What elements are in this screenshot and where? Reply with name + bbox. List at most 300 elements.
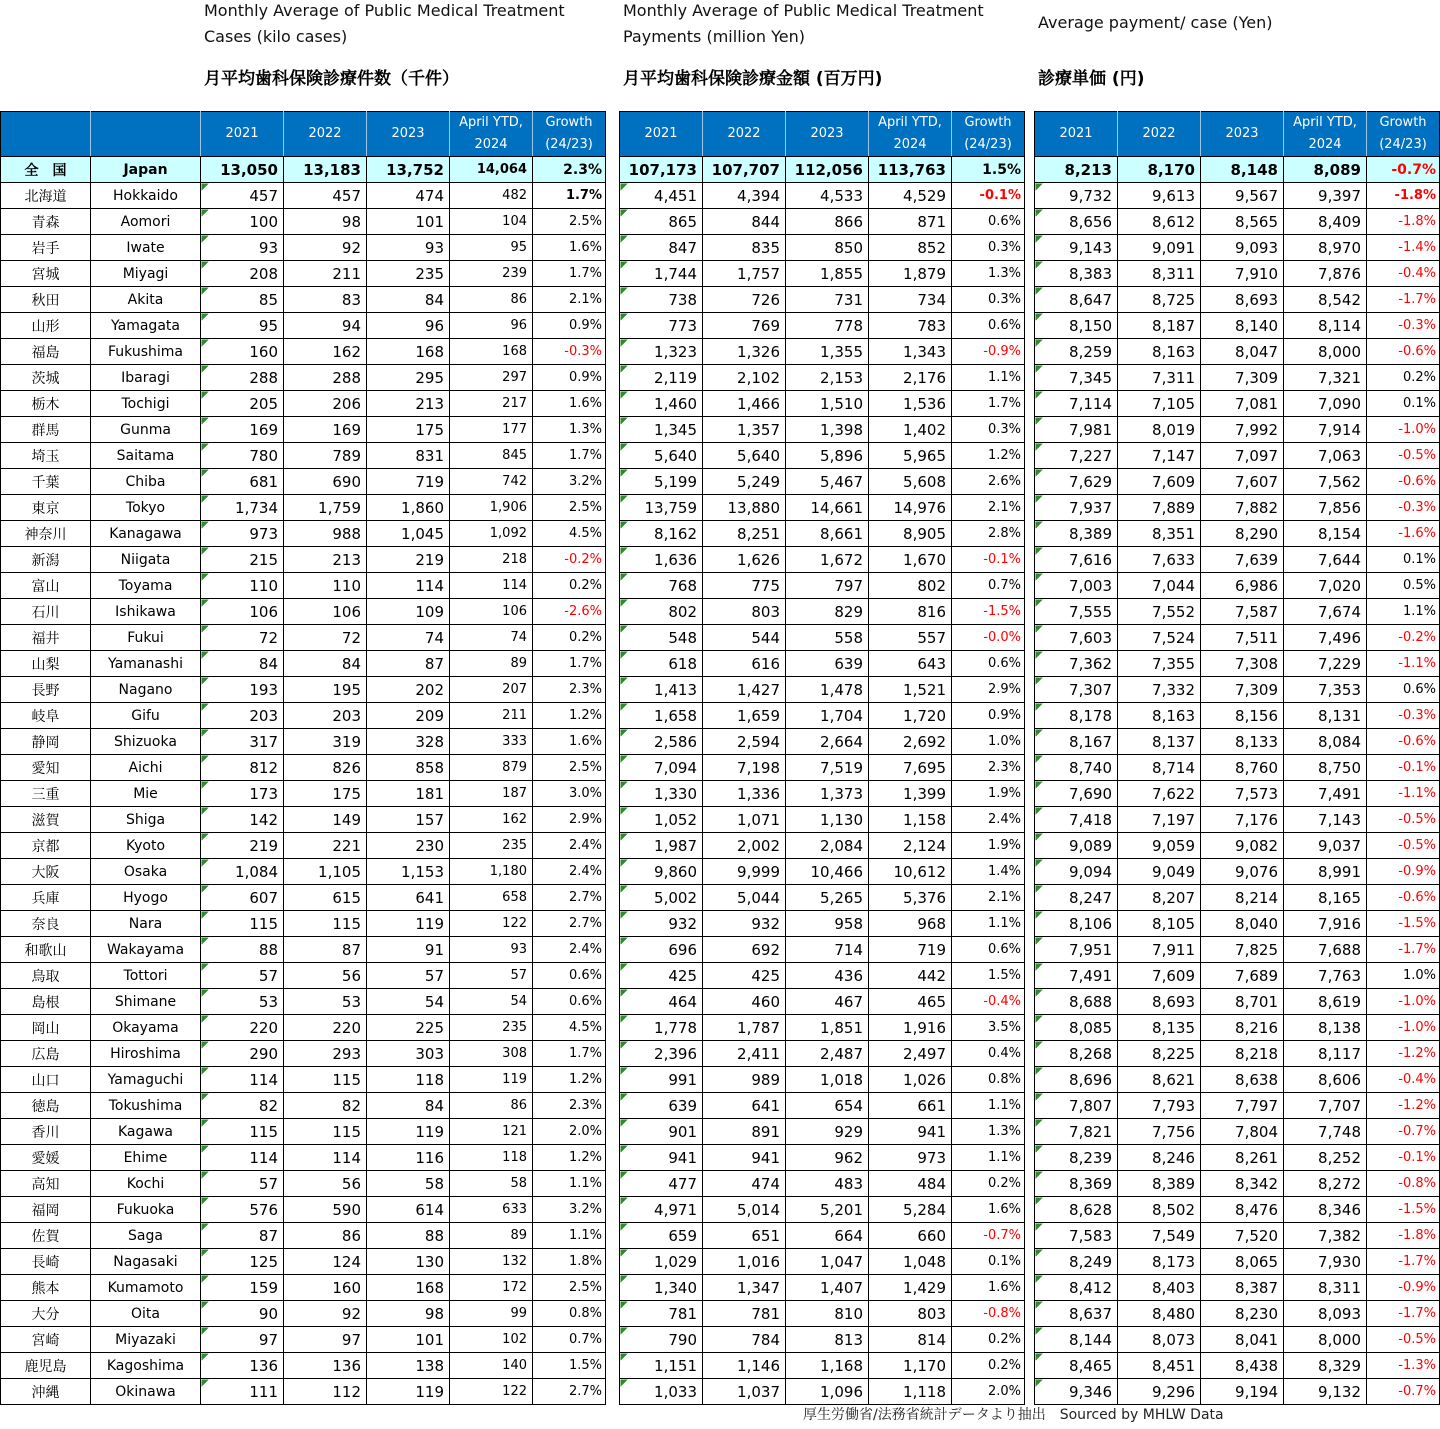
prefecture-jp: 全 国 <box>1 157 91 183</box>
header-col-growth: Growth (24/23) <box>533 112 606 157</box>
cell-growth: 1.1% <box>952 1145 1025 1171</box>
cell-2023: 829 <box>786 599 869 625</box>
cell-ytd: 5,284 <box>869 1197 952 1223</box>
cell-2023: 8,148 <box>1201 157 1284 183</box>
header-col-ytd: April YTD, 2024 <box>1284 112 1367 157</box>
table-row <box>620 287 1025 313</box>
cell-ytd: 86 <box>450 1093 533 1119</box>
cell-2023: 7,573 <box>1201 781 1284 807</box>
prefecture-jp: 沖縄 <box>1 1379 91 1405</box>
cell-2023: 5,467 <box>786 469 869 495</box>
table-row <box>1 1067 606 1093</box>
table-row <box>620 625 1025 651</box>
cell-2023: 7,520 <box>1201 1223 1284 1249</box>
cell-2023: 101 <box>367 1327 450 1353</box>
cell-ytd: 14,064 <box>450 157 533 183</box>
cell-2021: 8,688 <box>1035 989 1118 1015</box>
table-row <box>1 391 606 417</box>
cell-2022: 803 <box>703 599 786 625</box>
cell-growth: 2.3% <box>533 677 606 703</box>
cell-2023: 91 <box>367 937 450 963</box>
cell-ytd: 96 <box>450 313 533 339</box>
prefecture-en: Tokushima <box>91 1093 201 1119</box>
cell-2021: 7,690 <box>1035 781 1118 807</box>
cell-growth: 4.5% <box>533 521 606 547</box>
cell-ytd: 8,606 <box>1284 1067 1367 1093</box>
table-row <box>620 417 1025 443</box>
cell-growth: 3.0% <box>533 781 606 807</box>
cell-2021: 8,259 <box>1035 339 1118 365</box>
cell-2023: 1,096 <box>786 1379 869 1405</box>
cell-2022: 8,246 <box>1118 1145 1201 1171</box>
cell-2022: 8,725 <box>1118 287 1201 313</box>
prefecture-en: Fukui <box>91 625 201 651</box>
cell-growth: -0.5% <box>1367 833 1440 859</box>
cell-ytd: 114 <box>450 573 533 599</box>
cell-growth: 1.9% <box>952 833 1025 859</box>
cell-ytd: 218 <box>450 547 533 573</box>
cell-growth: -1.8% <box>1367 183 1440 209</box>
cell-ytd: 7,763 <box>1284 963 1367 989</box>
cell-growth: -0.6% <box>1367 339 1440 365</box>
cell-2021: 53 <box>201 989 284 1015</box>
cell-ytd: 802 <box>869 573 952 599</box>
cell-ytd: 7,353 <box>1284 677 1367 703</box>
cell-2022: 1,427 <box>703 677 786 703</box>
table-row <box>1 495 606 521</box>
cell-ytd: 122 <box>450 911 533 937</box>
cell-2023: 9,194 <box>1201 1379 1284 1405</box>
cell-ytd: 1,092 <box>450 521 533 547</box>
cell-ytd: 8,000 <box>1284 1327 1367 1353</box>
cell-2023: 8,387 <box>1201 1275 1284 1301</box>
table-row <box>1035 339 1440 365</box>
cell-2021: 768 <box>620 573 703 599</box>
avg-payment-title-jp: 診療単価 (円) <box>1038 69 1145 89</box>
cell-2022: 726 <box>703 287 786 313</box>
cell-2022: 124 <box>284 1249 367 1275</box>
cell-growth: 0.2% <box>1367 365 1440 391</box>
cell-growth: -1.8% <box>1367 209 1440 235</box>
cell-ytd: 8,272 <box>1284 1171 1367 1197</box>
payments-header <box>623 0 1023 89</box>
table-row <box>1035 235 1440 261</box>
cell-2022: 8,135 <box>1118 1015 1201 1041</box>
table-row <box>620 937 1025 963</box>
cell-2023: 8,760 <box>1201 755 1284 781</box>
prefecture-en: Gunma <box>91 417 201 443</box>
cell-2023: 6,986 <box>1201 573 1284 599</box>
cell-growth: 0.6% <box>533 989 606 1015</box>
cell-ytd: 118 <box>450 1145 533 1171</box>
table-row <box>1035 963 1440 989</box>
table-row <box>1 1041 606 1067</box>
cell-2022: 1,146 <box>703 1353 786 1379</box>
cell-2022: 97 <box>284 1327 367 1353</box>
cell-growth: -0.7% <box>1367 1119 1440 1145</box>
cell-2023: 831 <box>367 443 450 469</box>
cell-2022: 13,183 <box>284 157 367 183</box>
cell-ytd: 8,089 <box>1284 157 1367 183</box>
cell-2023: 2,153 <box>786 365 869 391</box>
cell-ytd: 333 <box>450 729 533 755</box>
cell-2022: 8,403 <box>1118 1275 1201 1301</box>
cell-growth: -1.1% <box>1367 781 1440 807</box>
cell-ytd: 1,720 <box>869 703 952 729</box>
cell-2021: 114 <box>201 1067 284 1093</box>
cell-growth: -0.3% <box>1367 495 1440 521</box>
cell-2021: 1,734 <box>201 495 284 521</box>
prefecture-en: Nara <box>91 911 201 937</box>
cell-growth: -1.7% <box>1367 1249 1440 1275</box>
cell-2021: 5,199 <box>620 469 703 495</box>
cell-2022: 8,612 <box>1118 209 1201 235</box>
cell-2022: 94 <box>284 313 367 339</box>
cell-2021: 159 <box>201 1275 284 1301</box>
cell-2022: 112 <box>284 1379 367 1405</box>
cell-2023: 7,639 <box>1201 547 1284 573</box>
cell-growth: 0.2% <box>952 1171 1025 1197</box>
cell-2021: 193 <box>201 677 284 703</box>
cell-2022: 9,999 <box>703 859 786 885</box>
prefecture-jp: 宮崎 <box>1 1327 91 1353</box>
cell-2022: 107,707 <box>703 157 786 183</box>
cell-2023: 7,797 <box>1201 1093 1284 1119</box>
cell-growth: -0.7% <box>1367 1379 1440 1405</box>
cell-2023: 962 <box>786 1145 869 1171</box>
cell-2023: 119 <box>367 1379 450 1405</box>
prefecture-jp: 山梨 <box>1 651 91 677</box>
cell-2021: 738 <box>620 287 703 313</box>
cell-ytd: 465 <box>869 989 952 1015</box>
cell-2021: 812 <box>201 755 284 781</box>
table-row <box>620 1041 1025 1067</box>
prefecture-en: Iwate <box>91 235 201 261</box>
cell-growth: -1.7% <box>1367 1301 1440 1327</box>
table-row <box>1 651 606 677</box>
table-row <box>1 989 606 1015</box>
cell-2022: 474 <box>703 1171 786 1197</box>
cell-2023: 1,672 <box>786 547 869 573</box>
cell-2021: 90 <box>201 1301 284 1327</box>
cell-ytd: 1,916 <box>869 1015 952 1041</box>
table-row <box>1035 703 1440 729</box>
cell-ytd: 122 <box>450 1379 533 1405</box>
cell-ytd: 95 <box>450 235 533 261</box>
cell-2023: 87 <box>367 651 450 677</box>
cell-2022: 9,296 <box>1118 1379 1201 1405</box>
prefecture-jp: 長野 <box>1 677 91 703</box>
cell-ytd: 235 <box>450 1015 533 1041</box>
prefecture-jp: 北海道 <box>1 183 91 209</box>
table-row <box>1035 599 1440 625</box>
cell-growth: 1.2% <box>533 703 606 729</box>
prefecture-jp: 茨城 <box>1 365 91 391</box>
cell-2023: 209 <box>367 703 450 729</box>
cell-2022: 7,911 <box>1118 937 1201 963</box>
prefecture-en: Saga <box>91 1223 201 1249</box>
prefecture-jp: 高知 <box>1 1171 91 1197</box>
header-col-2021: 2021 <box>1035 112 1118 157</box>
cell-2021: 607 <box>201 885 284 911</box>
prefecture-jp: 新潟 <box>1 547 91 573</box>
cell-ytd: 5,376 <box>869 885 952 911</box>
table-row <box>620 1301 1025 1327</box>
cell-growth: 0.2% <box>533 573 606 599</box>
prefecture-jp: 山形 <box>1 313 91 339</box>
cell-2021: 865 <box>620 209 703 235</box>
cell-2021: 9,346 <box>1035 1379 1118 1405</box>
cell-2021: 97 <box>201 1327 284 1353</box>
cell-ytd: 8,905 <box>869 521 952 547</box>
cell-ytd: 442 <box>869 963 952 989</box>
cell-growth: 0.3% <box>952 235 1025 261</box>
cell-ytd: 54 <box>450 989 533 1015</box>
cell-ytd: 14,976 <box>869 495 952 521</box>
cell-ytd: 879 <box>450 755 533 781</box>
cell-ytd: 1,906 <box>450 495 533 521</box>
cell-2021: 9,094 <box>1035 859 1118 885</box>
cell-ytd: 8,619 <box>1284 989 1367 1015</box>
cell-growth: -1.8% <box>1367 1223 1440 1249</box>
cell-2023: 88 <box>367 1223 450 1249</box>
cell-growth: 2.0% <box>533 1119 606 1145</box>
cell-2023: 116 <box>367 1145 450 1171</box>
cell-2023: 8,261 <box>1201 1145 1284 1171</box>
cell-2022: 8,311 <box>1118 261 1201 287</box>
cell-2023: 467 <box>786 989 869 1015</box>
cell-2021: 8,465 <box>1035 1353 1118 1379</box>
cell-growth: -1.7% <box>1367 937 1440 963</box>
payments-table <box>619 111 1025 1405</box>
cell-2023: 8,041 <box>1201 1327 1284 1353</box>
cell-ytd: 5,608 <box>869 469 952 495</box>
cell-2023: 8,290 <box>1201 521 1284 547</box>
table-row <box>620 183 1025 209</box>
table-row <box>1035 287 1440 313</box>
cell-2022: 92 <box>284 235 367 261</box>
cell-2023: 866 <box>786 209 869 235</box>
cell-2021: 464 <box>620 989 703 1015</box>
table-row <box>1035 1067 1440 1093</box>
cell-2021: 5,002 <box>620 885 703 911</box>
cell-2023: 8,214 <box>1201 885 1284 911</box>
cell-growth: 0.1% <box>952 1249 1025 1275</box>
cell-2022: 775 <box>703 573 786 599</box>
cell-2021: 7,629 <box>1035 469 1118 495</box>
cell-2022: 1,105 <box>284 859 367 885</box>
prefecture-jp: 岩手 <box>1 235 91 261</box>
prefecture-jp: 大分 <box>1 1301 91 1327</box>
cell-2022: 2,002 <box>703 833 786 859</box>
table-row <box>1035 1249 1440 1275</box>
cell-ytd: 207 <box>450 677 533 703</box>
cell-2023: 7,511 <box>1201 625 1284 651</box>
cell-growth: -0.2% <box>1367 625 1440 651</box>
table-row <box>1035 729 1440 755</box>
cell-ytd: 8,970 <box>1284 235 1367 261</box>
table-row <box>1 677 606 703</box>
cell-ytd: 7,496 <box>1284 625 1367 651</box>
cell-growth: 3.5% <box>952 1015 1025 1041</box>
cell-growth: 1.7% <box>533 443 606 469</box>
cell-2021: 57 <box>201 963 284 989</box>
table-row <box>1 833 606 859</box>
cell-2023: 1,047 <box>786 1249 869 1275</box>
table-row <box>1035 469 1440 495</box>
cell-growth: 3.2% <box>533 1197 606 1223</box>
cell-growth: -1.6% <box>1367 521 1440 547</box>
table-row <box>1035 1041 1440 1067</box>
cell-2021: 1,658 <box>620 703 703 729</box>
cell-ytd: 734 <box>869 287 952 313</box>
table-row <box>620 495 1025 521</box>
cell-2022: 213 <box>284 547 367 573</box>
cell-2022: 7,355 <box>1118 651 1201 677</box>
cell-growth: -0.8% <box>952 1301 1025 1327</box>
cell-2023: 1,478 <box>786 677 869 703</box>
cell-2021: 932 <box>620 911 703 937</box>
cell-ytd: 7,688 <box>1284 937 1367 963</box>
cell-2021: 8,740 <box>1035 755 1118 781</box>
cell-growth: -0.9% <box>1367 1275 1440 1301</box>
cell-2023: 54 <box>367 989 450 1015</box>
cases-header-row <box>1 112 606 157</box>
prefecture-jp: 宮城 <box>1 261 91 287</box>
cell-2023: 719 <box>367 469 450 495</box>
cell-ytd: 968 <box>869 911 952 937</box>
table-row <box>620 365 1025 391</box>
cell-2021: 106 <box>201 599 284 625</box>
avg-payment-table <box>1034 111 1440 1405</box>
cell-2021: 110 <box>201 573 284 599</box>
prefecture-jp: 熊本 <box>1 1275 91 1301</box>
table-row <box>620 703 1025 729</box>
cell-ytd: 217 <box>450 391 533 417</box>
cell-2022: 1,659 <box>703 703 786 729</box>
cell-ytd: 162 <box>450 807 533 833</box>
prefecture-en: Wakayama <box>91 937 201 963</box>
table-row <box>620 313 1025 339</box>
cell-ytd: 973 <box>869 1145 952 1171</box>
cell-growth: 2.5% <box>533 755 606 781</box>
cell-2022: 114 <box>284 1145 367 1171</box>
cell-2021: 5,640 <box>620 443 703 469</box>
cell-2023: 96 <box>367 313 450 339</box>
cell-2022: 1,016 <box>703 1249 786 1275</box>
prefecture-en: Akita <box>91 287 201 313</box>
prefecture-en: Toyama <box>91 573 201 599</box>
cell-2022: 1,071 <box>703 807 786 833</box>
prefecture-jp: 千葉 <box>1 469 91 495</box>
table-row <box>1035 989 1440 1015</box>
cell-growth: 0.2% <box>952 1353 1025 1379</box>
cell-2023: 84 <box>367 287 450 313</box>
cell-2022: 136 <box>284 1353 367 1379</box>
table-row <box>1035 573 1440 599</box>
cell-ytd: 7,914 <box>1284 417 1367 443</box>
header-col-ytd: April YTD, 2024 <box>869 112 952 157</box>
cell-2021: 115 <box>201 911 284 937</box>
cell-ytd: 658 <box>450 885 533 911</box>
prefecture-en: Ehime <box>91 1145 201 1171</box>
cell-2023: 175 <box>367 417 450 443</box>
cell-growth: 2.1% <box>533 287 606 313</box>
prefecture-jp: 奈良 <box>1 911 91 937</box>
cell-2021: 7,418 <box>1035 807 1118 833</box>
table-row <box>1 573 606 599</box>
cell-2023: 168 <box>367 1275 450 1301</box>
cell-2022: 4,394 <box>703 183 786 209</box>
table-row <box>1 261 606 287</box>
cell-2023: 112,056 <box>786 157 869 183</box>
cell-2023: 235 <box>367 261 450 287</box>
cell-ytd: 871 <box>869 209 952 235</box>
cell-ytd: 661 <box>869 1093 952 1119</box>
cell-ytd: 8,311 <box>1284 1275 1367 1301</box>
cell-growth: 2.5% <box>533 495 606 521</box>
cell-growth: -0.0% <box>952 625 1025 651</box>
table-row <box>1035 911 1440 937</box>
cell-ytd: 742 <box>450 469 533 495</box>
cell-ytd: 1,158 <box>869 807 952 833</box>
cell-2023: 9,076 <box>1201 859 1284 885</box>
cell-2023: 641 <box>367 885 450 911</box>
cell-ytd: 8,165 <box>1284 885 1367 911</box>
table-row <box>620 1327 1025 1353</box>
cell-2023: 7,176 <box>1201 807 1284 833</box>
cell-growth: 1.3% <box>952 261 1025 287</box>
table-row <box>1035 833 1440 859</box>
cell-ytd: 211 <box>450 703 533 729</box>
prefecture-jp: 栃木 <box>1 391 91 417</box>
cell-ytd: 1,180 <box>450 859 533 885</box>
cell-2021: 1,744 <box>620 261 703 287</box>
table-row <box>1 1379 606 1405</box>
cell-growth: 1.6% <box>533 391 606 417</box>
cell-2021: 1,029 <box>620 1249 703 1275</box>
cell-2022: 8,351 <box>1118 521 1201 547</box>
prefecture-en: Tokyo <box>91 495 201 521</box>
table-row <box>1 209 606 235</box>
table-row <box>1035 157 1440 183</box>
table-row <box>1 703 606 729</box>
header-col-2023: 2023 <box>367 112 450 157</box>
cell-2023: 639 <box>786 651 869 677</box>
cell-2022: 8,389 <box>1118 1171 1201 1197</box>
prefecture-en: Tochigi <box>91 391 201 417</box>
cell-2023: 8,701 <box>1201 989 1284 1015</box>
prefecture-jp: 岐阜 <box>1 703 91 729</box>
cell-growth: -0.4% <box>1367 1067 1440 1093</box>
cell-growth: 1.4% <box>952 859 1025 885</box>
header-col-2022: 2022 <box>284 112 367 157</box>
cases-header <box>204 0 604 89</box>
cell-ytd: 7,856 <box>1284 495 1367 521</box>
cell-2023: 93 <box>367 235 450 261</box>
cell-2022: 8,251 <box>703 521 786 547</box>
cell-ytd: 113,763 <box>869 157 952 183</box>
cell-ytd: 814 <box>869 1327 952 1353</box>
table-row <box>1035 625 1440 651</box>
cell-2022: 7,044 <box>1118 573 1201 599</box>
cell-ytd: 1,521 <box>869 677 952 703</box>
cell-2022: 5,640 <box>703 443 786 469</box>
cell-2023: 225 <box>367 1015 450 1041</box>
table-row <box>1035 781 1440 807</box>
cell-2022: 8,621 <box>1118 1067 1201 1093</box>
cell-2022: 72 <box>284 625 367 651</box>
